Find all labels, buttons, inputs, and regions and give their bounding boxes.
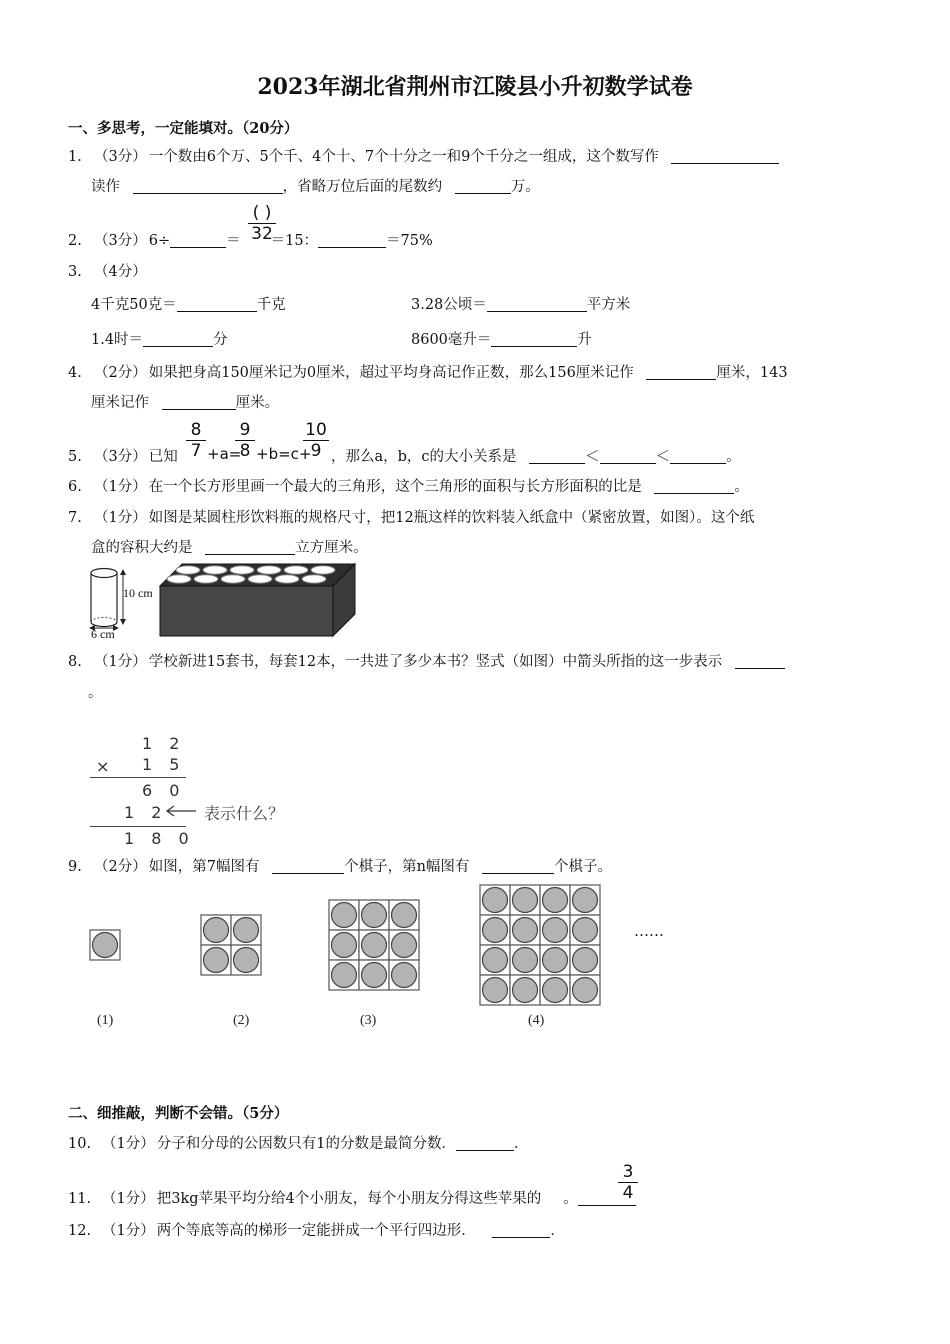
answer-blank[interactable] [272, 857, 344, 874]
question-text: 。 [734, 479, 749, 495]
fraction-numerator: 10 [305, 420, 327, 440]
unit-label: 分 [213, 332, 228, 348]
bottle-top [302, 575, 326, 583]
chess-piece [543, 978, 568, 1003]
multiplier: 1 5 [142, 755, 186, 774]
question-points: （4分） [94, 264, 147, 280]
chess-piece [234, 918, 259, 943]
question-text: ，那么a，b，c的大小关系是 [331, 449, 517, 465]
ellipsis: …… [634, 922, 664, 940]
answer-blank[interactable] [318, 231, 386, 248]
multiplicand: 1 2 [142, 734, 186, 753]
answer-blank[interactable] [205, 538, 295, 555]
question-points: （3分） [94, 449, 147, 465]
fraction-numerator[interactable]: ( ) [252, 203, 272, 223]
item-text: 8600毫升＝ [411, 332, 492, 348]
answer-blank[interactable] [170, 231, 226, 248]
chess-piece [483, 918, 508, 943]
question-4 [68, 363, 788, 383]
question-text: 厘米。 [235, 395, 280, 411]
chess-piece [392, 963, 417, 988]
arrow-note: 表示什么？ [204, 804, 285, 823]
bottle-top [275, 575, 299, 583]
item-text: 1.4时＝ [91, 332, 144, 348]
operator-text: +a= [207, 445, 242, 463]
question-1-line2 [91, 177, 540, 197]
question-number: 6. [68, 479, 82, 495]
question-number: 11. [68, 1191, 92, 1207]
question-number: 9. [68, 859, 82, 875]
question-number: 1. [68, 149, 82, 165]
figure-caption-1: (1) [97, 1013, 114, 1028]
fraction-blank-over-32 [248, 204, 276, 243]
question-12 [68, 1221, 565, 1241]
question-3-item-c [91, 330, 228, 350]
fraction-denominator: 9 [310, 441, 322, 461]
answer-blank[interactable] [600, 447, 656, 464]
chess-piece [93, 933, 118, 958]
question-text: 读作 [91, 179, 120, 195]
section-heading-1: 一、多思考，一定能填对。（20分） [68, 120, 299, 137]
page-title: 2023年湖北省荆州市江陵县小升初数学试卷 [257, 74, 693, 100]
chess-piece [573, 918, 598, 943]
answer-blank[interactable] [455, 177, 511, 194]
answer-blank[interactable] [143, 330, 213, 347]
question-text: 如图是某圆柱形饮料瓶的规格尺寸，把12瓶这样的饮料装入纸盒中（紧密放置，如图）。这个纸 [148, 510, 755, 526]
question-text: 在一个长方形里画一个最大的三角形，这个三角形的面积与长方形面积的比是 [148, 479, 642, 495]
figure-caption-4: (4) [528, 1013, 545, 1028]
answer-blank[interactable] [177, 295, 257, 312]
chess-piece [513, 948, 538, 973]
chess-piece [332, 963, 357, 988]
answer-blank[interactable] [529, 447, 585, 464]
chess-piece [362, 963, 387, 988]
divider-line [90, 777, 186, 778]
bottle-top [203, 566, 227, 574]
chess-piece [573, 948, 598, 973]
question-9 [68, 857, 612, 877]
answer-blank[interactable] [456, 1134, 514, 1151]
carton-box-figure [158, 562, 358, 640]
question-points: （1分） [102, 1191, 155, 1207]
question-text: 个棋子，第n幅图有 [344, 859, 470, 875]
unit-label: 平方米 [586, 297, 631, 313]
question-text: 一个数由6个万、5个千、4个十、7个十分之一和9个千分之一组成，这个数写作 [148, 149, 659, 165]
bottle-top [248, 575, 272, 583]
answer-blank[interactable] [482, 857, 554, 874]
question-points: （3分） [94, 233, 147, 249]
fraction-numerator: 8 [190, 420, 202, 440]
chess-piece [513, 978, 538, 1003]
question-3 [68, 262, 149, 282]
chess-piece [332, 933, 357, 958]
item-text: 3.28公顷＝ [411, 297, 487, 313]
times-sign: × [96, 757, 116, 776]
chess-piece [483, 888, 508, 913]
answer-blank[interactable] [735, 652, 785, 669]
section-heading-2: 二、细推敲，判断不会错。（5分） [68, 1105, 289, 1122]
fraction-denominator: 4 [622, 1183, 634, 1203]
partial-product-2: 1 2 [124, 803, 168, 822]
question-6 [68, 477, 749, 497]
fraction-denominator: 32 [251, 224, 273, 244]
question-text: ，省略万位后面的尾数约 [282, 179, 443, 195]
question-number: 7. [68, 510, 82, 526]
fraction-3-4 [618, 1163, 638, 1202]
product: 1 8 0 [124, 829, 195, 848]
answer-blank[interactable] [671, 147, 779, 164]
question-text: ． [513, 1136, 529, 1152]
question-number: 12. [68, 1223, 92, 1239]
answer-blank[interactable] [646, 363, 716, 380]
bottle-top [311, 566, 335, 574]
bottle-top [194, 575, 218, 583]
question-5-tail [331, 447, 741, 467]
fraction-9-8 [235, 421, 255, 460]
chess-piece [573, 978, 598, 1003]
question-points: （1分） [94, 654, 147, 670]
figure-caption-3: (3) [360, 1013, 377, 1028]
fraction-8-7 [186, 421, 206, 460]
chess-piece [362, 933, 387, 958]
question-points: （1分） [102, 1136, 155, 1152]
bottle-top [221, 575, 245, 583]
height-label: 10 cm [123, 586, 153, 600]
question-text: 厘米，143 [716, 365, 788, 381]
question-text: 两个等底等高的梯形一定能拼成一个平行四边形． [156, 1223, 476, 1239]
item-text: 4千克50克＝ [91, 297, 177, 313]
answer-blank[interactable] [133, 177, 283, 194]
question-8-dot: 。 [88, 685, 103, 701]
chess-piece [392, 933, 417, 958]
chess-piece [543, 948, 568, 973]
question-11 [68, 1189, 636, 1209]
question-5 [68, 447, 178, 467]
question-text: 盒的容积大约是 [91, 540, 193, 556]
question-text: 分子和分母的公因数只有1的分数是最简分数． [156, 1136, 456, 1152]
diameter-label: 6 cm [91, 627, 115, 641]
chess-grids [90, 885, 600, 1005]
bottle-top [257, 566, 281, 574]
question-7 [68, 508, 754, 528]
question-text: 。 [563, 1191, 578, 1207]
chess-piece [204, 948, 229, 973]
question-text: 个棋子。 [554, 859, 613, 875]
question-points: （3分） [94, 149, 147, 165]
chess-piece [543, 888, 568, 913]
arrow-left-icon [164, 803, 198, 819]
question-points: （1分） [94, 510, 147, 526]
question-text: 立方厘米。 [295, 540, 368, 556]
question-text: 万。 [510, 179, 540, 195]
fraction-numerator: 9 [239, 420, 251, 440]
chess-piece [362, 903, 387, 928]
chess-piece [513, 888, 538, 913]
question-number: 3. [68, 264, 82, 280]
question-text: 6÷ [148, 233, 171, 249]
divider-line [90, 826, 186, 827]
less-than-sign: ＜ [585, 449, 600, 465]
question-points: （1分） [94, 479, 147, 495]
question-points: （1分） [102, 1223, 155, 1239]
answer-blank[interactable] [487, 295, 587, 312]
question-text: 如果把身高150厘米记为0厘米，超过平均身高记作正数，那么156厘米记作 [148, 365, 634, 381]
chess-piece [543, 918, 568, 943]
equals-sign: ＝ [226, 233, 241, 249]
question-number: 2. [68, 233, 82, 249]
fraction-denominator: 8 [239, 441, 251, 461]
answer-blank[interactable] [492, 1221, 550, 1238]
fraction-denominator: 7 [190, 441, 202, 461]
bottle-top [284, 566, 308, 574]
question-text: ． [550, 1223, 565, 1239]
chess-piece [204, 918, 229, 943]
question-8 [68, 652, 785, 672]
unit-label: 千克 [256, 297, 286, 313]
question-3-item-b [411, 295, 630, 315]
chess-piece [483, 978, 508, 1003]
question-text: 厘米记作 [91, 395, 149, 411]
chess-piece [234, 948, 259, 973]
question-number: 4. [68, 365, 82, 381]
question-10 [68, 1134, 528, 1154]
chess-piece-figures [86, 880, 686, 1010]
operator-text: +b=c+ [256, 445, 312, 463]
question-7-line2 [91, 538, 368, 558]
less-than-sign: ＜ [655, 449, 671, 465]
question-number: 10. [68, 1136, 92, 1152]
question-4-line2 [91, 393, 279, 413]
chess-piece [573, 888, 598, 913]
fraction-numerator: 3 [622, 1162, 634, 1182]
question-text: 如图，第7幅图有 [148, 859, 260, 875]
question-text: ＝75% [386, 233, 433, 249]
figure-caption-2: (2) [233, 1013, 250, 1028]
bottle-top [167, 575, 191, 583]
question-number: 8. [68, 654, 82, 670]
chess-piece [392, 903, 417, 928]
question-1 [68, 147, 779, 167]
chess-piece [332, 903, 357, 928]
answer-blank[interactable] [654, 477, 734, 494]
question-text: 把3kg苹果平均分给4个小朋友，每个小朋友分得这些苹果的 [156, 1191, 542, 1207]
bottle-top [230, 566, 254, 574]
question-number: 5. [68, 449, 82, 465]
question-points: （2分） [94, 859, 147, 875]
question-text: 。 [726, 449, 741, 465]
answer-blank[interactable] [491, 330, 577, 347]
question-points: （2分） [94, 365, 147, 381]
question-text: 学校新进15套书，每套12本，一共进了多少本书？竖式（如图）中箭头所指的这一步表示 [148, 654, 723, 670]
question-text: 已知 [148, 449, 178, 465]
chess-piece [483, 948, 508, 973]
answer-blank[interactable] [670, 447, 726, 464]
question-text: ＝15： [270, 233, 319, 249]
bottle-top [176, 566, 200, 574]
fraction-10-9 [303, 421, 329, 460]
partial-product-1: 6 0 [142, 781, 186, 800]
unit-label: 升 [577, 332, 592, 348]
answer-blank[interactable] [162, 393, 236, 410]
question-3-item-d [411, 330, 592, 350]
question-3-item-a [91, 295, 286, 315]
chess-piece [513, 918, 538, 943]
